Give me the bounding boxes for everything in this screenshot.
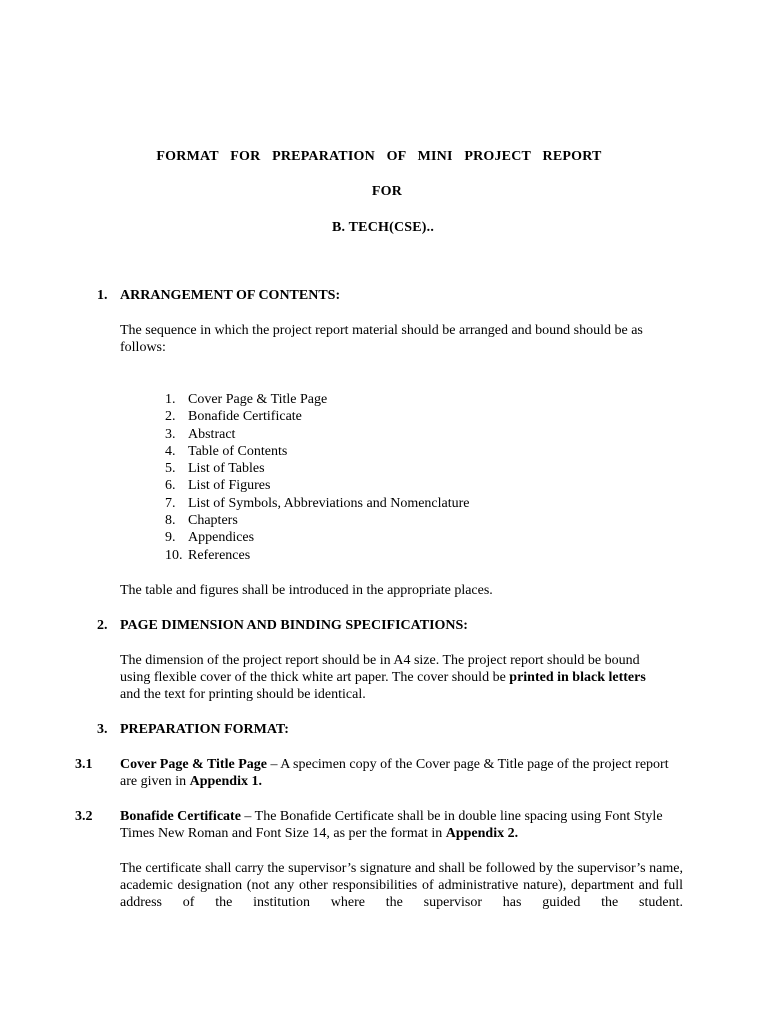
contents-item-label: Cover Page & Title Page bbox=[188, 392, 328, 407]
subsection-3-2 bbox=[75, 808, 683, 842]
subsection-3-1 bbox=[75, 756, 683, 790]
contents-list-item bbox=[165, 495, 470, 512]
section-1-note: The table and figures shall be introduced in the appropriate places. bbox=[120, 583, 493, 598]
section-2-heading bbox=[97, 617, 468, 634]
section-3-certificate-paragraph: The certificate shall carry the supervisor’s signature and shall be followed by the supervisor’s name, academic designation (not any other responsibilities of administrative nature), department and full address of the institution where the supervisor has guided the student. bbox=[120, 861, 683, 910]
contents-item-number: 6. bbox=[165, 478, 176, 494]
section-2-title: PAGE DIMENSION AND BINDING SPECIFICATIONS: bbox=[120, 618, 468, 633]
section-2-text-bold: printed in black letters bbox=[509, 670, 646, 685]
contents-item-label: Chapters bbox=[188, 513, 238, 529]
section-1-intro: The sequence in which the project report material should be arranged and bound should be as follows: bbox=[120, 323, 643, 355]
section-1-title: ARRANGEMENT OF CONTENTS: bbox=[120, 288, 341, 303]
contents-list-item bbox=[165, 460, 470, 477]
contents-item-number: 10. bbox=[165, 547, 183, 563]
contents-item-number: 5. bbox=[165, 461, 176, 477]
subsection-3-1-ref: Appendix 1. bbox=[189, 774, 262, 789]
contents-list-item bbox=[165, 391, 470, 408]
subsection-3-1-number: 3.1 bbox=[75, 757, 93, 772]
contents-list-item bbox=[165, 426, 470, 443]
contents-list-item bbox=[165, 477, 470, 494]
contents-item-number: 8. bbox=[165, 513, 176, 529]
document-title: FORMAT FOR PREPARATION OF MINI PROJECT REPORT bbox=[156, 149, 602, 164]
section-3-title: PREPARATION FORMAT: bbox=[120, 722, 289, 737]
document-degree: B. TECH(CSE).. bbox=[331, 220, 435, 235]
contents-list-item bbox=[165, 529, 470, 546]
contents-item-number: 1. bbox=[165, 392, 176, 407]
section-3-number: 3. bbox=[97, 722, 108, 737]
section-3-heading bbox=[97, 721, 289, 738]
contents-item-label: Abstract bbox=[188, 426, 236, 442]
contents-item-label: References bbox=[188, 547, 251, 563]
section-2-text-b: and the text for printing should be identical. bbox=[120, 687, 366, 702]
contents-list-item bbox=[165, 512, 470, 529]
contents-item-label: Bonafide Certificate bbox=[188, 409, 302, 425]
section-2-number: 2. bbox=[97, 618, 108, 633]
contents-item-number: 4. bbox=[165, 443, 176, 459]
contents-item-label: Table of Contents bbox=[188, 443, 288, 459]
subsection-3-2-number: 3.2 bbox=[75, 809, 93, 824]
subsection-3-1-body: – A specimen copy of the Cover page & Title page of the project report are given in bbox=[120, 757, 669, 789]
contents-item-number: 9. bbox=[165, 530, 176, 546]
contents-list bbox=[165, 391, 470, 564]
document-title-for: FOR bbox=[371, 184, 403, 199]
contents-item-label: Appendices bbox=[188, 530, 255, 546]
section-2-text-a: The dimension of the project report should be in A4 size. The project report should be bound using flexible cover of the thick white art paper. The cover should be bbox=[120, 653, 640, 685]
contents-item-number: 3. bbox=[165, 426, 176, 442]
section-1-heading bbox=[97, 287, 340, 304]
contents-item-label: List of Tables bbox=[188, 461, 265, 477]
subsection-3-1-term: Cover Page & Title Page bbox=[120, 757, 267, 772]
subsection-3-2-text bbox=[120, 808, 683, 842]
contents-list-item bbox=[165, 443, 470, 460]
contents-list-item bbox=[165, 547, 470, 564]
subsection-3-2-body: – The Bonafide Certificate shall be in double line spacing using Font Style Times New Roman and Font Size 14, as per the format in bbox=[120, 809, 663, 841]
contents-list-item bbox=[165, 408, 470, 425]
section-1-number: 1. bbox=[97, 288, 108, 303]
contents-item-number: 2. bbox=[165, 409, 176, 425]
subsection-3-1-text bbox=[120, 756, 683, 790]
subsection-3-2-term: Bonafide Certificate bbox=[120, 809, 241, 824]
subsection-3-2-ref: Appendix 2. bbox=[445, 826, 519, 841]
contents-item-number: 7. bbox=[165, 495, 176, 511]
section-2-text bbox=[120, 652, 655, 703]
contents-item-label: List of Symbols, Abbreviations and Nomenclature bbox=[188, 495, 470, 511]
contents-item-label: List of Figures bbox=[188, 478, 271, 494]
